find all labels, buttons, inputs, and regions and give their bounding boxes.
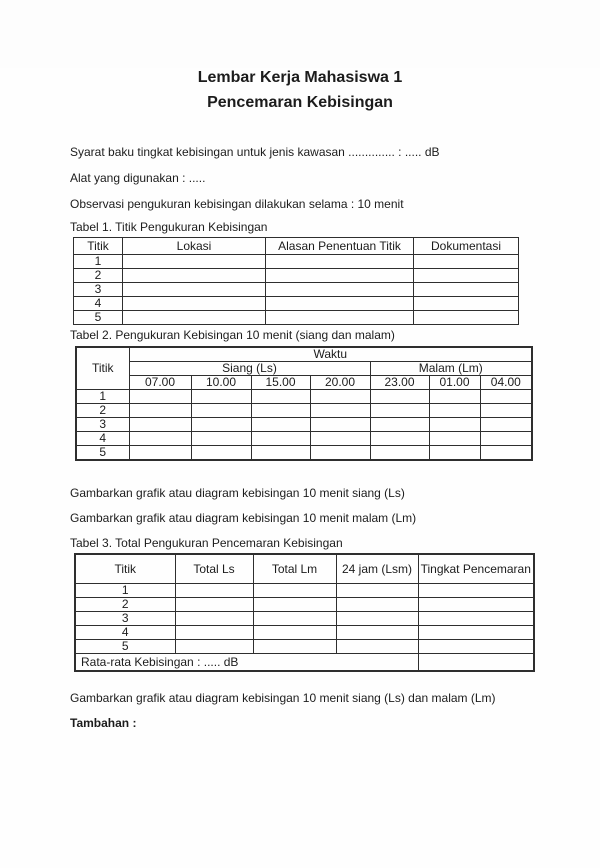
table2-caption: Tabel 2. Pengukuran Kebisingan 10 menit (siang dan malam): [70, 328, 395, 342]
empty-cell: [310, 418, 370, 432]
row-number: 4: [76, 432, 129, 446]
empty-cell: [253, 598, 336, 612]
row-number: 4: [74, 297, 123, 311]
empty-cell: [336, 626, 418, 640]
empty-cell: [253, 640, 336, 654]
table-row: [76, 418, 532, 432]
table3-header-24jam: 24 jam (Lsm): [336, 554, 418, 584]
empty-cell: [480, 446, 532, 461]
row-number: 2: [74, 269, 123, 283]
row-number: 5: [75, 640, 175, 654]
empty-cell: [414, 297, 519, 311]
empty-cell: [251, 404, 310, 418]
empty-cell: [414, 283, 519, 297]
empty-cell: [129, 432, 191, 446]
empty-cell: [418, 584, 534, 598]
time-header: 10.00: [191, 376, 251, 390]
empty-cell: [123, 269, 266, 283]
table3-caption: Tabel 3. Total Pengukuran Pencemaran Kebisingan: [70, 536, 343, 550]
time-header: 04.00: [480, 376, 532, 390]
empty-cell: [191, 390, 251, 404]
empty-cell: [253, 612, 336, 626]
empty-cell: [429, 418, 480, 432]
row-number: 2: [76, 404, 129, 418]
table-row: [75, 554, 534, 584]
row-number: 3: [75, 612, 175, 626]
empty-cell: [123, 297, 266, 311]
table-row: [74, 269, 519, 283]
row-number: 5: [76, 446, 129, 461]
page-title: Lembar Kerja Mahasiswa 1: [197, 69, 403, 86]
empty-cell: [429, 432, 480, 446]
table2-header-titik: Titik: [76, 347, 129, 390]
syarat-line: Syarat baku tingkat kebisingan untuk jenis kawasan .............. : ..... dB: [70, 145, 440, 159]
empty-cell: [266, 269, 414, 283]
observasi-line: Observasi pengukuran kebisingan dilakukan selama : 10 menit: [70, 197, 404, 211]
empty-cell: [418, 598, 534, 612]
empty-cell: [123, 311, 266, 325]
table1-header-dokumentasi: Dokumentasi: [414, 238, 519, 255]
empty-cell: [310, 446, 370, 461]
row-number: 3: [76, 418, 129, 432]
empty-cell: [251, 390, 310, 404]
table3-header-total-lm: Total Lm: [253, 554, 336, 584]
table-row: [76, 446, 532, 461]
empty-cell: [418, 612, 534, 626]
rata-rata-footer: Rata-rata Kebisingan : ..... dB: [75, 654, 418, 672]
empty-cell: [191, 432, 251, 446]
empty-cell: [418, 640, 534, 654]
table-row: [75, 612, 534, 626]
row-number: 1: [75, 584, 175, 598]
empty-cell: [123, 283, 266, 297]
empty-cell: [480, 404, 532, 418]
empty-cell: [370, 390, 429, 404]
time-header: 15.00: [251, 376, 310, 390]
row-number: 1: [74, 255, 123, 269]
table-row: [75, 626, 534, 640]
empty-cell: [480, 432, 532, 446]
empty-cell: [251, 446, 310, 461]
table1-header-alasan: Alasan Penentuan Titik: [266, 238, 414, 255]
table-total-pengukuran: [74, 553, 535, 672]
empty-cell: [266, 311, 414, 325]
empty-cell: [336, 584, 418, 598]
table1-header-titik: Titik: [74, 238, 123, 255]
empty-cell: [370, 446, 429, 461]
empty-cell: [251, 432, 310, 446]
empty-cell: [175, 626, 253, 640]
table-row: [75, 598, 534, 612]
table-row: [75, 584, 534, 598]
table-pengukuran-10-menit: [75, 346, 533, 461]
table-row: [74, 283, 519, 297]
table1-caption: Tabel 1. Titik Pengukuran Kebisingan: [70, 220, 268, 234]
table-row: [74, 255, 519, 269]
table-row: [76, 432, 532, 446]
alat-line: Alat yang digunakan : .....: [70, 171, 206, 185]
empty-cell: [336, 612, 418, 626]
empty-cell: [129, 404, 191, 418]
time-header: 20.00: [310, 376, 370, 390]
empty-cell: [429, 390, 480, 404]
gambarkan-malam-line: Gambarkan grafik atau diagram kebisingan 10 menit malam (Lm): [70, 511, 417, 525]
empty-cell: [191, 418, 251, 432]
empty-cell: [429, 404, 480, 418]
worksheet-page: [0, 68, 600, 868]
empty-cell: [266, 283, 414, 297]
empty-cell: [429, 446, 480, 461]
empty-cell: [418, 654, 534, 672]
table-row: [74, 238, 519, 255]
row-number: 5: [74, 311, 123, 325]
table3-header-titik: Titik: [75, 554, 175, 584]
empty-cell: [418, 626, 534, 640]
row-number: 2: [75, 598, 175, 612]
empty-cell: [480, 418, 532, 432]
gambarkan-siang-malam-line: Gambarkan grafik atau diagram kebisingan 10 menit siang (Ls) dan malam (Lm): [70, 691, 496, 705]
table-row: [74, 311, 519, 325]
empty-cell: [175, 584, 253, 598]
empty-cell: [336, 598, 418, 612]
table3-header-tingkat: Tingkat Pencemaran: [418, 554, 534, 584]
table1-header-lokasi: Lokasi: [123, 238, 266, 255]
time-header: 07.00: [129, 376, 191, 390]
table-row: [75, 654, 534, 672]
empty-cell: [370, 404, 429, 418]
empty-cell: [129, 390, 191, 404]
table-row: [76, 404, 532, 418]
table2-header-siang: Siang (Ls): [129, 362, 370, 376]
table-row: [75, 640, 534, 654]
empty-cell: [310, 404, 370, 418]
tambahan-label: Tambahan :: [70, 716, 137, 730]
empty-cell: [370, 418, 429, 432]
empty-cell: [266, 297, 414, 311]
empty-cell: [129, 418, 191, 432]
table-row: [76, 347, 532, 362]
empty-cell: [175, 598, 253, 612]
empty-cell: [253, 584, 336, 598]
row-number: 4: [75, 626, 175, 640]
table-titik-pengukuran: [73, 237, 519, 325]
table2-header-malam: Malam (Lm): [370, 362, 532, 376]
table-row: [74, 297, 519, 311]
empty-cell: [191, 446, 251, 461]
empty-cell: [175, 640, 253, 654]
empty-cell: [310, 390, 370, 404]
row-number: 3: [74, 283, 123, 297]
empty-cell: [191, 404, 251, 418]
empty-cell: [370, 432, 429, 446]
empty-cell: [414, 269, 519, 283]
gambarkan-siang-line: Gambarkan grafik atau diagram kebisingan 10 menit siang (Ls): [70, 486, 405, 500]
empty-cell: [414, 255, 519, 269]
table-row: [76, 376, 532, 390]
empty-cell: [123, 255, 266, 269]
page-subtitle: Pencemaran Kebisingan: [207, 94, 393, 111]
empty-cell: [266, 255, 414, 269]
table3-header-total-ls: Total Ls: [175, 554, 253, 584]
empty-cell: [251, 418, 310, 432]
time-header: 01.00: [429, 376, 480, 390]
empty-cell: [336, 640, 418, 654]
table-row: [76, 362, 532, 376]
empty-cell: [310, 432, 370, 446]
empty-cell: [129, 446, 191, 461]
time-header: 23.00: [370, 376, 429, 390]
empty-cell: [253, 626, 336, 640]
empty-cell: [414, 311, 519, 325]
empty-cell: [480, 390, 532, 404]
row-number: 1: [76, 390, 129, 404]
empty-cell: [175, 612, 253, 626]
table2-header-waktu: Waktu: [129, 347, 532, 362]
table-row: [76, 390, 532, 404]
